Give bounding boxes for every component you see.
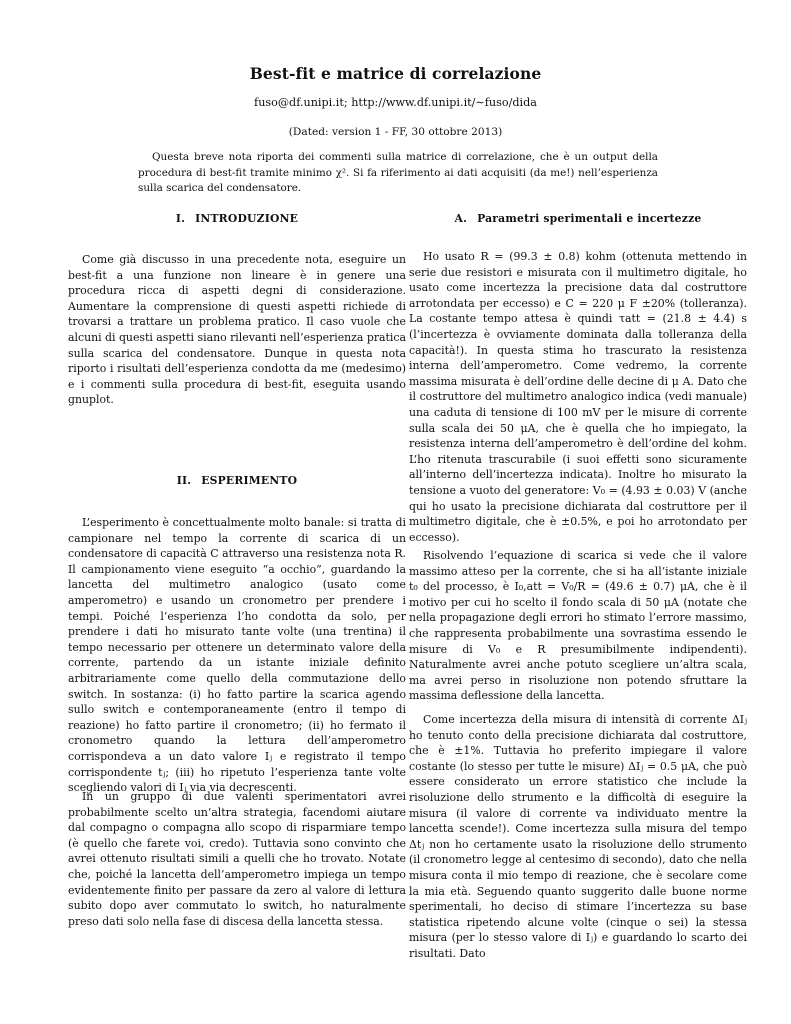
section-number: II. — [176, 474, 192, 487]
paragraph-esperimento-1 — [68, 515, 406, 796]
paragraph-text: Ho usato R = (99.3 ± 0.8) kohm (ottenuta mettendo in serie due resistori e misurata con il multimetro digitale, ho usato come incertezza la precisione data dal costruttore arrotondata per eccesso) e C = 220 μ F ±20% (tolleranza). La costante tempo attesa è quindi τatt = (21.8 ± 4.4) s (l’incertezza è ovviamente dominata dalla tolleranza della capacità!). In questa stima ho trascurato la resistenza interna dell’amperometro. Come vedremo, la corrente massima misurata è dell’ordine delle decine di μ A. Dato che il costruttore del multimetro analogico indica (vedi manuale) una caduta di tensione di 100 mV per le misure di corrente sulla scala dei 50 μA, che è quella che ho impiegato, la resistenza interna dell’amperometro è dell’ordine del kohm. L’ho ritenuta trascurabile (i suoi effetti sono sicuramente all’interno dell’incertezza indicata). Inoltre ho misurato la tensione a vuoto del generatore: V₀ = (4.93 ± 0.03) V (anche qui ho usato la precisione dichiarata dal costruttore per il multimetro digitale, che è ±0.5%, e poi ho arrotondato per eccesso). — [409, 250, 747, 544]
subsection-heading-parametri — [409, 212, 747, 225]
paragraph-parametri-1 — [409, 249, 747, 545]
dated-line: (Dated: version 1 - FF, 30 ottobre 2013) — [288, 126, 503, 138]
section-heading-esperimento — [68, 474, 406, 487]
paragraph-text: Risolvendo l’equazione di scarica si vede che il valore massimo atteso per la corrente, che si ha all’istante iniziale t₀ del processo, è I₀,att = V₀/R = (49.6 ± 0.7) μA, che è il motivo per cui ho scelto il fondo scala di 50 μA (notate che nella propagazione degli errori ho stimato l’errore massimo, che rappresenta probabilmente una sovrastima essendo le misure di V₀ e R presumibilmente indipendenti). Naturalmente avrei anche potuto scegliere un’altra scala, ma avrei perso in risoluzione non potendo sfruttare la massima deflessione della lancetta. — [409, 549, 747, 703]
paragraph-parametri-2 — [409, 548, 747, 704]
section-number: I. — [175, 212, 186, 225]
paragraph-esperimento-2 — [68, 789, 406, 929]
paragraph-text: In un gruppo di due valenti sperimentatori avrei probabilmente scelto un’altra strategia, facendomi aiutare dal compagno o compagna allo scopo di risparmiare tempo (è quello che farete voi, credo). Tuttavia sono convinto che avrei ottenuto risultati simili a quelli che ho trovato. Notate che, poiché la lancetta dell’amperometro impiega un tempo evidentemente finito per passare da zero al valore di lettura subito dopo aver commutato lo switch, ho naturalmente preso dati solo nella fase di discesa della lancetta stessa. — [68, 790, 406, 928]
paragraph-text: Come già discusso in una precedente nota, eseguire un best-fit a una funzione non lineare è in genere una procedura ricca di aspetti degni di considerazione. Aumentare la comprensione di questi aspetti richiede di trovarsi a trattare un problema pratico. Il caso vuole che alcuni di questi aspetti siano rilevanti nell’esperienza pratica sulla scarica del condensatore. Dunque in questa nota riporto i risultati dell’esperienza condotta da me (medesimo) e i commenti sulla procedura di best-fit, eseguita usando gnuplot. — [68, 253, 406, 407]
abstract: Questa breve nota riporta dei commenti sulla matrice di correlazione, che è un output della procedura di best-fit tramite minimo χ². Si fa riferimento ai dati acquisiti (da me!) nell’esperienza sulla scarica del condensatore. — [138, 151, 658, 194]
subsection-number: A. — [454, 212, 468, 225]
author-line: fuso@df.unipi.it; http://www.df.unipi.it/∼fuso/dida — [254, 96, 537, 109]
section-heading-introduzione — [68, 212, 406, 225]
section-title: ESPERIMENTO — [201, 474, 298, 487]
paper-title: Best-fit e matrice di correlazione — [249, 64, 542, 83]
paragraph-parametri-3 — [409, 712, 747, 962]
subsection-title: Parametri sperimentali e incertezze — [477, 212, 702, 225]
paragraph-text: Come incertezza della misura di intensità di corrente ΔIⱼ ho tenuto conto della precisione dichiarata dal costruttore, che è ±1%. Tuttavia ho preferito impiegare il valore costante (lo stesso per tutte le misure) ΔIⱼ = 0.5 μA, che può essere considerato un errore statistico che include la risoluzione dello strumento e la difficoltà di eseguire la misura (il valore di corrente va individuato mentre la lancetta scende!). Come incertezza sulla misura del tempo Δtⱼ non ho certamente usato la risoluzione dello strumento (il cronometro legge al centesimo di secondo), dato che nella misura conta il mio tempo di reazione, che è secolare come la mia età. Seguendo quanto suggerito dalle buone norme sperimentali, ho deciso di stimare l’incertezza su base statistica ripetendo alcune volte (cinque o sei) la stessa misura (per lo stesso valore di Iⱼ) e guardando lo scarto dei risultati. Dato — [409, 713, 747, 960]
paragraph-intro — [68, 252, 406, 408]
section-title: INTRODUZIONE — [195, 212, 299, 225]
paragraph-text: L’esperimento è concettualmente molto banale: si tratta di campionare nel tempo la corrente di scarica di un condensatore di capacità C attraverso una resistenza nota R. Il campionamento viene eseguito “a occhio”, guardando la lancetta del multimetro analogico (usato come amperometro) e usando un cronometro per prendere i tempi. Poiché l’esperienza l’ho condotta da solo, per prendere i dati ho misurato tante volte (una trentina) il tempo necessario per ottenere un determinato valore della corrente, partendo da un istante iniziale definito arbitrariamente come quello della commutazione dello switch. In sostanza: (i) ho fatto partire la scarica agendo sullo switch e contemporaneamente (entro il tempo di reazione) ho fatto partire il cronometro; (ii) ho fermato il cronometro quando la lettura dell’amperometro corrispondeva a un dato valore Iⱼ e registrato il tempo corrispondente tⱼ; (iii) ho ripetuto l’esperienza tante volte scegliendo valori di Iⱼ via via decrescenti. — [68, 516, 406, 795]
